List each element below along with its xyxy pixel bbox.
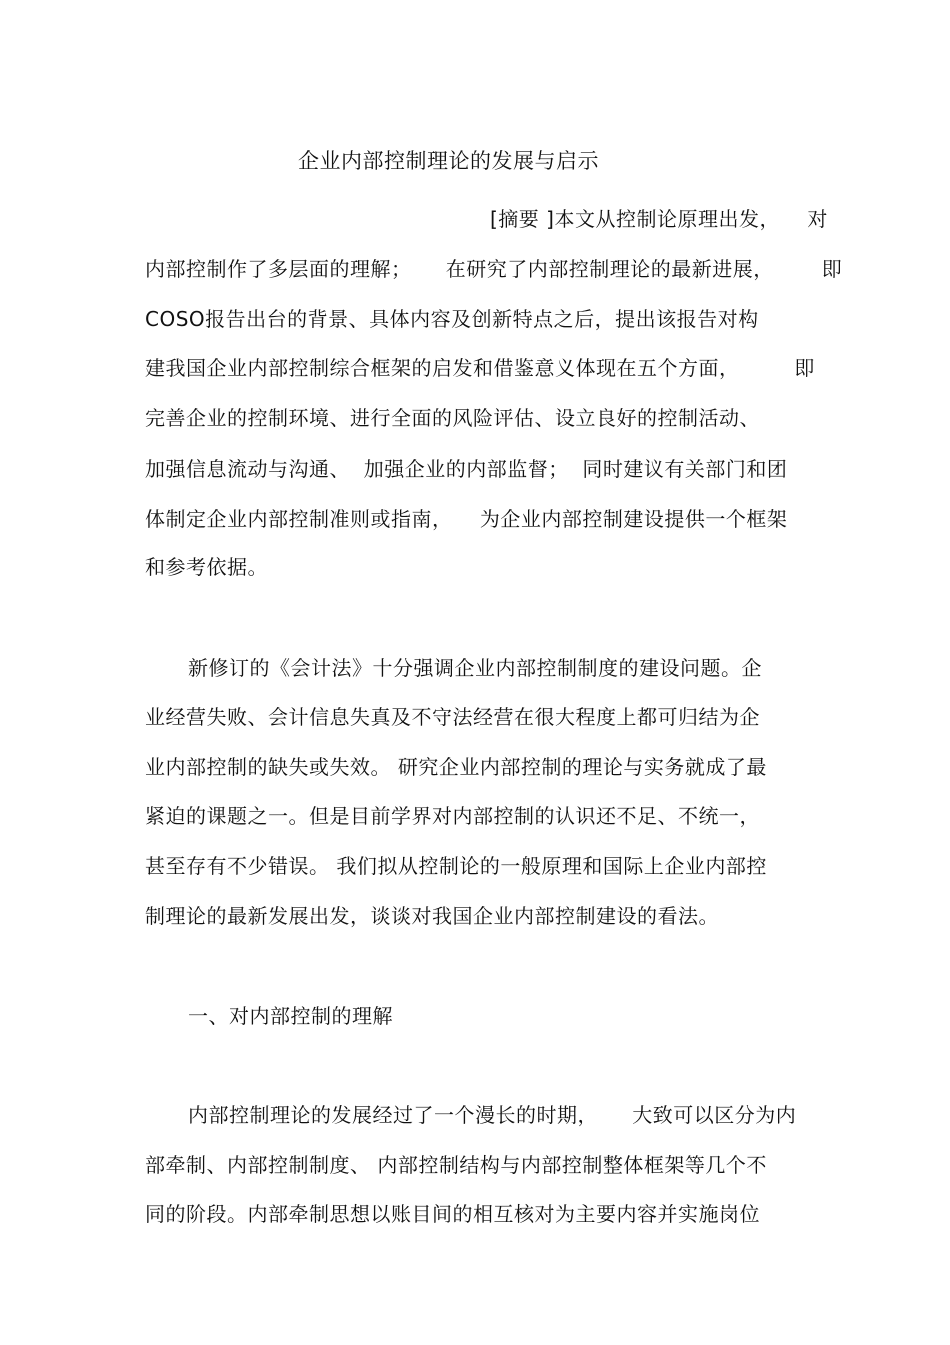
section-line: 部牵制、内部控制制度、 内部控制结构与内部控制整体框架等几个不 xyxy=(145,1153,767,1177)
intro-line: 业内部控制的缺失或失效。 研究企业内部控制的理论与实务就成了最 xyxy=(145,755,767,779)
abstract-line: COSO报告出台的背景、具体内容及创新特点之后，提出该报告对构 xyxy=(145,307,759,331)
abstract-line: 内部控制作了多层面的理解； 在研究了内部控制理论的最新进展， 即 xyxy=(145,257,843,281)
document-title: 企业内部控制理论的发展与启示 xyxy=(298,149,599,173)
intro-line: 甚至存有不少错误。 我们拟从控制论的一般原理和国际上企业内部控 xyxy=(145,854,767,878)
abstract-line: [摘要 ]本文从控制论原理出发， 对 xyxy=(490,207,828,231)
abstract-line: 建我国企业内部控制综合框架的启发和借鉴意义体现在五个方面， 即 xyxy=(145,356,815,380)
abstract-line: 完善企业的控制环境、进行全面的风险评估、设立良好的控制活动、 xyxy=(145,406,760,430)
abstract-line: 体制定企业内部控制准则或指南， 为企业内部控制建设提供一个框架 xyxy=(145,507,788,531)
section-line: 内部控制理论的发展经过了一个漫长的时期， 大致可以区分为内 xyxy=(188,1103,797,1127)
intro-line: 新修订的《会计法》十分强调企业内部控制制度的建设问题。企 xyxy=(188,656,762,680)
abstract-line: 和参考依据。 xyxy=(145,555,268,579)
abstract-line: 加强信息流动与沟通、 加强企业的内部监督； 同时建议有关部门和团 xyxy=(145,457,788,481)
section-line: 同的阶段。内部牵制思想以账目间的相互核对为主要内容并实施岗位 xyxy=(145,1202,760,1226)
intro-line: 业经营失败、会计信息失真及不守法经营在很大程度上都可归结为企 xyxy=(145,705,760,729)
intro-line: 紧迫的课题之一。但是目前学界对内部控制的认识还不足、不统一， xyxy=(145,804,760,828)
intro-line: 制理论的最新发展出发，谈谈对我国企业内部控制建设的看法。 xyxy=(145,904,719,928)
section-heading: 一、对内部控制的理解 xyxy=(188,1004,393,1028)
